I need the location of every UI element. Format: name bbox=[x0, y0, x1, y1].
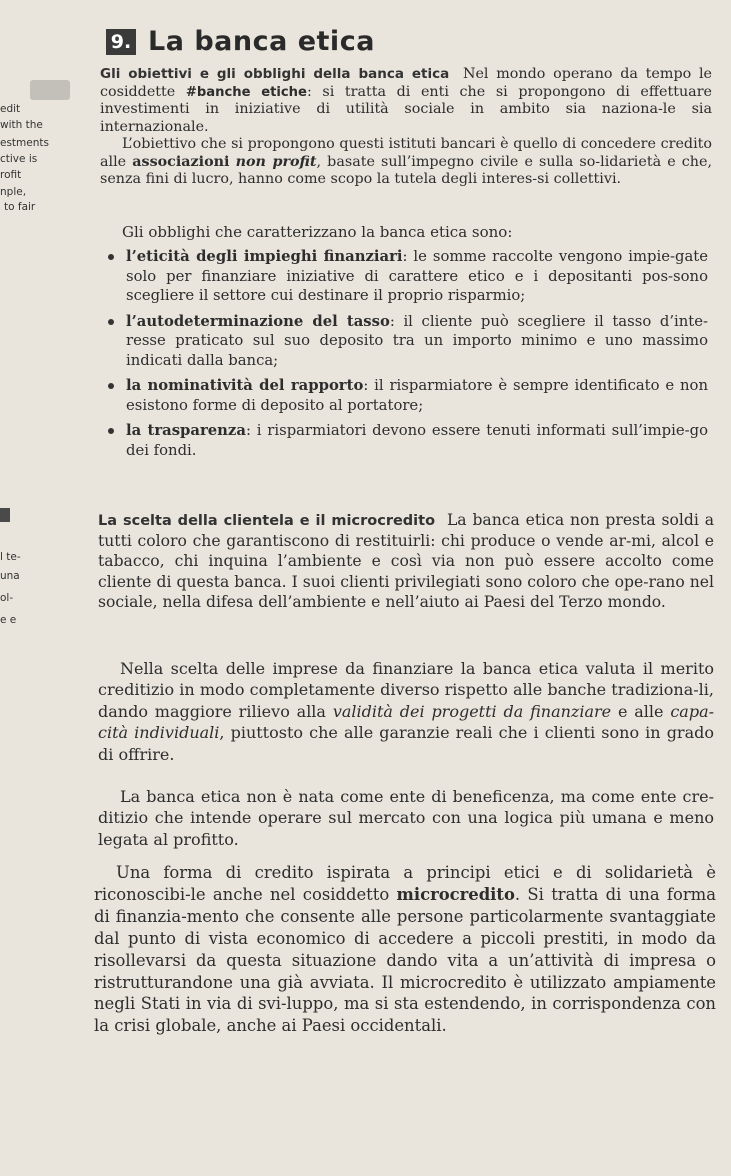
bullet-term: l’eticità degli impieghi finanziari bbox=[126, 248, 403, 265]
microcredit-paragraph bbox=[94, 862, 716, 1037]
section-title: La banca etica bbox=[148, 26, 375, 57]
margin-gloss-line: ctive is bbox=[0, 153, 38, 165]
margin-gloss-line: to fair bbox=[4, 201, 36, 213]
margin-gloss-line: rofit bbox=[0, 169, 22, 181]
bullet-term: la nominatività del rapporto bbox=[126, 377, 364, 394]
objectives-text: , basate sull’impegno civile e sulla so-lidarietà e che, senza fini di lucro, hanno come scopo la tutela degli interes-si collettivi. bbox=[100, 153, 713, 188]
bullet-dot-icon bbox=[108, 383, 114, 389]
associazioni-term: associazioni bbox=[132, 153, 230, 170]
section-number-badge: 9. bbox=[106, 29, 136, 55]
clientele-lead: La scelta della clientela e il microcredito bbox=[98, 513, 436, 529]
objectives-paragraph bbox=[100, 66, 712, 136]
bullet-text: : il cliente può scegliere il tasso d’inte-resse praticato sul suo deposito tra un importo minimo e uno massimo indicati dalla banca; bbox=[126, 312, 708, 369]
microcredit-text: . Si tratta di una forma di finanzia-mento che consente alle persone particolarmente svantaggiate dal punto di vista economico di accedere a piccoli prestiti, in modo da risollevarsi da questa situazione dando vita a un’attività di impresa o ristrutturandone una già avviata. Il microcredito è utilizzato ampiamente negli Stati in via di svi-luppo, ma si sta estendendo, in corrispondenza con la crisi globale, anche ai Paesi occidentali. bbox=[94, 884, 716, 1036]
bullet-dot-icon bbox=[108, 319, 114, 325]
clientele-text: e alle bbox=[611, 701, 671, 721]
objectives-paragraph-2 bbox=[100, 136, 712, 189]
bullet-term: l’autodeterminazione del tasso bbox=[126, 312, 390, 330]
clientele-text: Nella scelta delle imprese da finanziare la banca etica valuta il merito creditizio in modo completamente diverso rispetto alle banche tradiziona-li, dando maggiore rilievo alla bbox=[98, 659, 714, 721]
obligations-intro: Gli obblighi che caratterizzano la banca etica sono: bbox=[122, 223, 513, 241]
non-profit-term: non profit bbox=[235, 153, 317, 170]
list-item bbox=[104, 247, 708, 306]
margin-gloss-line: nple, bbox=[0, 186, 27, 198]
glossary-icon bbox=[30, 80, 70, 100]
microcredito-term: microcredito bbox=[396, 884, 515, 904]
emphasis: capa-cità individuali bbox=[98, 701, 715, 743]
margin-gloss-line: edit bbox=[0, 103, 21, 115]
objectives-text: Nel mondo operano da tempo le cosiddette bbox=[100, 66, 712, 100]
margin-gloss-line: with the bbox=[0, 119, 43, 131]
margin-marker bbox=[0, 508, 10, 522]
margin-gloss-line: e e bbox=[0, 614, 17, 626]
bullet-dot-icon bbox=[108, 428, 114, 434]
clientele-text: La banca etica non presta soldi a tutti coloro che garantiscono di restituirli: chi produce o vende ar-mi, alcol e tabacco, chi inquina l’ambiente e così via non può essere accolto come cliente di questa banca. I suoi clienti privilegiati sono coloro che ope-rano nel sociale, nella difesa dell’ambiente e nell’aiuto ai Paesi del Terzo mondo. bbox=[98, 511, 714, 611]
list-item bbox=[104, 421, 708, 460]
clientele-paragraph bbox=[98, 510, 714, 612]
bullet-text: : i risparmiatori devono essere tenuti informati sull’impie-go dei fondi. bbox=[126, 422, 708, 459]
margin-gloss-line: una bbox=[0, 570, 20, 582]
microcredit-text: Una forma di credito ispirata a principi etici e di solidarietà è riconoscibi-le anche nel cosiddetto bbox=[94, 863, 716, 904]
objectives-text: L’obiettivo che si propongono questi istituti bancari è quello di concedere credito alle bbox=[100, 136, 712, 170]
list-item bbox=[104, 312, 708, 371]
margin-gloss-line: estments bbox=[0, 137, 49, 149]
obligations-list bbox=[104, 247, 708, 466]
section-heading bbox=[106, 26, 375, 57]
clientele-text: , piuttosto che alle garanzie reali che i clienti sono in grado di offrire. bbox=[98, 723, 714, 764]
bullet-text: : il risparmiatore è sempre identificato e non esistono forme di deposito al portatore; bbox=[126, 377, 708, 414]
emphasis: validità dei progetti da finanziare bbox=[332, 701, 612, 721]
objectives-lead: Gli obiettivi e gli obblighi della banca etica bbox=[100, 66, 450, 82]
list-item bbox=[104, 376, 708, 415]
bullet-term: la trasparenza bbox=[126, 422, 246, 439]
banche-etiche-term: #banche etiche bbox=[185, 84, 307, 100]
margin-gloss-line: l te- bbox=[0, 551, 21, 563]
clientele-paragraph-2 bbox=[98, 658, 714, 765]
margin-gloss-line: ol- bbox=[0, 592, 14, 604]
objectives-text: : si tratta di enti che si propongono di effettuare investimenti in iniziative di utilità sociale in ambito sia naziona-le sia internazionale. bbox=[100, 83, 713, 135]
bullet-dot-icon bbox=[108, 254, 114, 260]
clientele-paragraph-3: La banca etica non è nata come ente di beneficenza, ma come ente cre-ditizio che intende operare sul mercato con una logica più umana e meno legata al profitto. bbox=[98, 787, 714, 849]
bullet-text: : le somme raccolte vengono impie-gate solo per finanziare iniziative di carattere etico e i depositanti pos-sono scegliere il settore cui destinare il proprio risparmio; bbox=[126, 248, 709, 304]
